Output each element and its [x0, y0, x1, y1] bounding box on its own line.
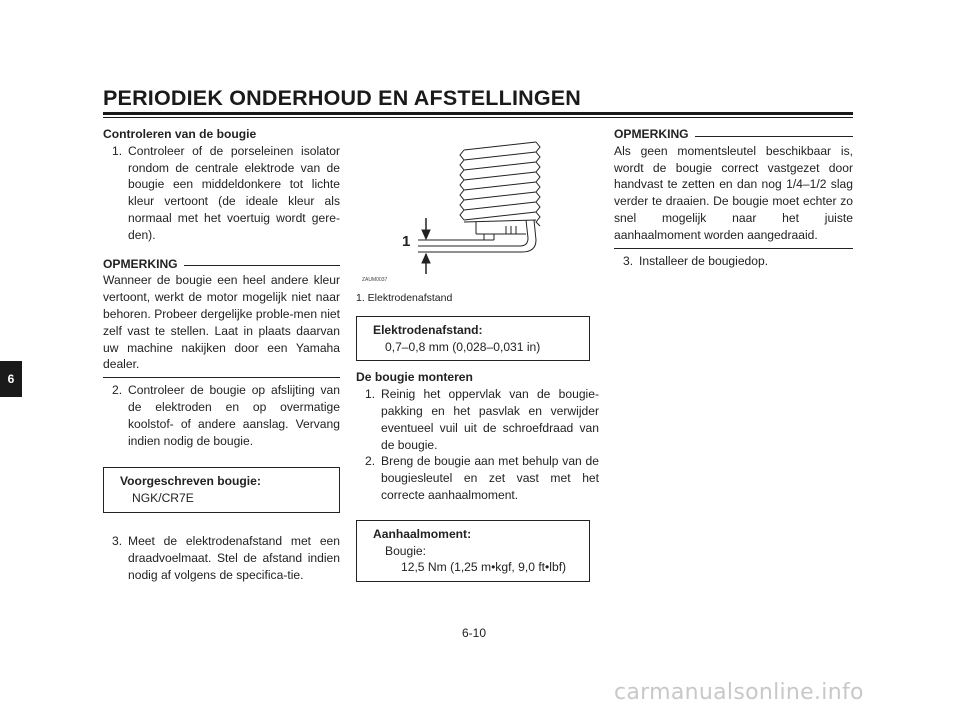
figure-callout-1: 1: [402, 233, 411, 250]
header-rule-thin: [103, 117, 853, 118]
watermark: carmanualsonline.info: [614, 680, 864, 705]
torque-value: 12,5 Nm (1,25 m•kgf, 9,0 ft•lbf): [401, 560, 567, 575]
chapter-tab[interactable]: 6: [0, 361, 22, 397]
step-text: Installeer de bougiedop.: [639, 253, 769, 268]
section-heading-install-plug: De bougie monteren: [356, 370, 473, 385]
step-number: 3.: [623, 253, 634, 268]
column-left: [103, 126, 340, 583]
step-text: Controleer of de porseleinen isolator rondom de centrale elektrode van de bougie een middeldonkere tot lichte kleur vertoont (de ideale kleur als normaal met het voertuig wordt gere-den).: [128, 143, 340, 242]
note-text: Als geen momentsleutel beschikbaar is, wordt de bougie correct vastgezet door handvast te zetten en dan nog 1/4–1/2 slag verder te draaien. De bougie moet echter zo snel mogelijk naar het juiste aanhaalmoment worden aangedraaid.: [614, 143, 853, 242]
note-text: Wanneer de bougie een heel andere kleur vertoont, werkt de motor mogelijk niet naar behoren. Probeer dergelijke proble-men niet zelf vast te stellen. Laat in plaats daarvan uw machine nakijken door een Yamaha dealer.: [103, 273, 340, 372]
section-heading-check-plug: Controleren van de bougie: [103, 127, 257, 141]
step-number: 2.: [365, 454, 376, 469]
step-2: [356, 453, 599, 503]
step-3: [614, 253, 853, 270]
torque-item: Bougie:: [385, 543, 427, 558]
figure-id: ZAUM0037: [362, 277, 388, 283]
step-3: [103, 533, 340, 583]
spec-value: NGK/CR7E: [132, 491, 194, 506]
step-number: 1.: [365, 387, 376, 402]
note-heading: [103, 256, 340, 273]
spec-label: Voorgeschreven bougie:: [120, 474, 261, 489]
step-text: Meet de elektrodenafstand met een draadvoelmaat. Stel de afstand indien nodig af volgens de specifica-tie.: [128, 533, 340, 582]
step-text: Reinig het oppervlak van de bougie-pakking en het pasvlak en verwijder eventueel vuil uit de schroefdraad van de bougie.: [381, 387, 599, 452]
spec-box-electrode-gap: [356, 316, 590, 362]
step-text: Controleer de bougie op afslijting van de elektroden en op overmatige koolstof- of andere aanslag. Vervang indien nodig de bougie.: [128, 383, 340, 448]
step-number: 1.: [112, 143, 123, 158]
header-rule: [103, 112, 853, 115]
spark-plug-gap-figure: [356, 126, 599, 286]
spec-box-spark-plug: [103, 467, 340, 513]
note-heading: [614, 126, 853, 143]
page-header-title: PERIODIEK ONDERHOUD EN AFSTELLINGEN: [103, 86, 582, 110]
step-2: [103, 382, 340, 449]
step-1: [356, 386, 599, 453]
page-number: 6-10: [462, 626, 487, 640]
step-number: 2.: [112, 383, 123, 398]
column-right: [614, 126, 853, 269]
step-text: Breng de bougie aan met behulp van de bougiesleutel en zet vast met het correcte aanhaalmoment.: [381, 454, 599, 502]
figure-caption: 1. Elektrodenafstand: [356, 292, 453, 304]
torque-label: Aanhaalmoment:: [373, 526, 472, 541]
note-label: OPMERKING: [103, 256, 178, 271]
note-heading-rule: [184, 265, 340, 266]
column-middle: [356, 126, 599, 582]
spec-label: Elektrodenafstand:: [373, 322, 483, 337]
spark-plug-illustration: [356, 126, 599, 286]
spec-value: 0,7–0,8 mm (0,028–0,031 in): [385, 339, 541, 354]
step-number: 3.: [112, 533, 123, 548]
step-1: [103, 143, 340, 244]
spec-box-torque: [356, 520, 590, 582]
note-label: OPMERKING: [614, 127, 689, 141]
note-heading-rule: [695, 136, 853, 137]
